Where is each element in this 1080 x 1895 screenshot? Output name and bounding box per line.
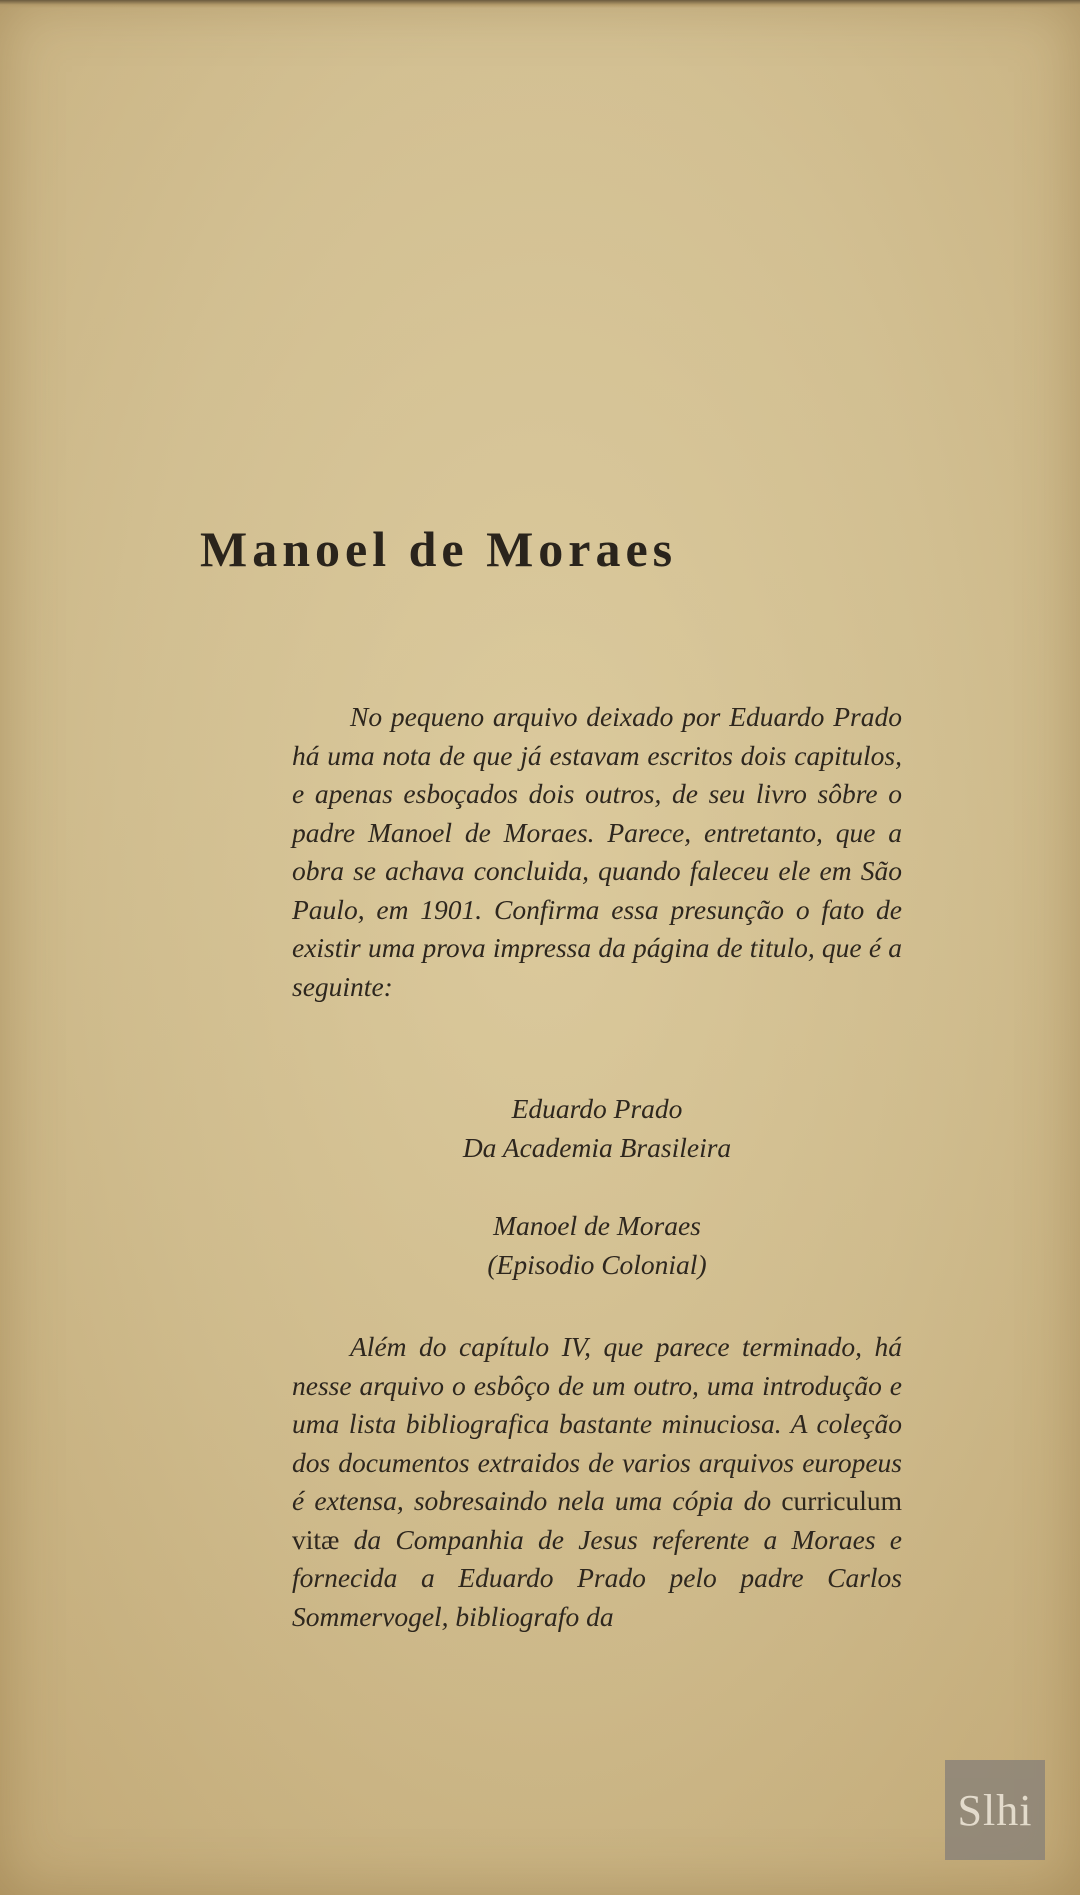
paragraph-intro — [292, 698, 902, 1006]
paragraph-chapter-iv-part2: da Companhia de Jesus referente a Moraes e fornecida a Eduardo Prado pelo padre Carlos Sommervogel, bibliografo da — [292, 1523, 902, 1632]
curriculum-vitae-term: curriculum vitæ — [292, 1485, 902, 1555]
paragraph-chapter-iv — [292, 1328, 902, 1636]
page-top-edge — [0, 0, 1080, 8]
paragraph-chapter-iv-part1: Além do capítulo IV, que parece terminado, há nesse arquivo o esbôço de um outro, uma introdução e uma lista bibliografica bastante minuciosa. A coleção dos documentos extraidos de varios arquivos europeus é extensa, sobresaindo nela uma cópia do — [292, 1331, 902, 1516]
quote-book-title: Manoel de Moraes — [493, 1210, 701, 1241]
paragraph-chapter-iv-text — [292, 1328, 902, 1636]
library-stamp-text: Slhi — [957, 1785, 1033, 1835]
paragraph-intro-text: No pequeno arquivo deixado por Eduardo Prado há uma nota de que já estavam escritos dois capitulos, e apenas esboçados dois outros, de seu livro sôbre o padre Manoel de Moraes. Parece, entretanto, que a obra se achava concluida, quando faleceu ele em São Paulo, em 1901. Confirma essa presunção o fato de existir uma prova impressa da página de titulo, que é a seguinte: — [292, 701, 902, 1002]
chapter-title: Manoel de Moraes — [200, 521, 678, 577]
quote-subtitle: (Episodio Colonial) — [487, 1249, 707, 1280]
quote-affiliation: Da Academia Brasileira — [462, 1132, 732, 1163]
quote-author: Eduardo Prado — [511, 1093, 683, 1124]
library-stamp — [945, 1760, 1045, 1860]
